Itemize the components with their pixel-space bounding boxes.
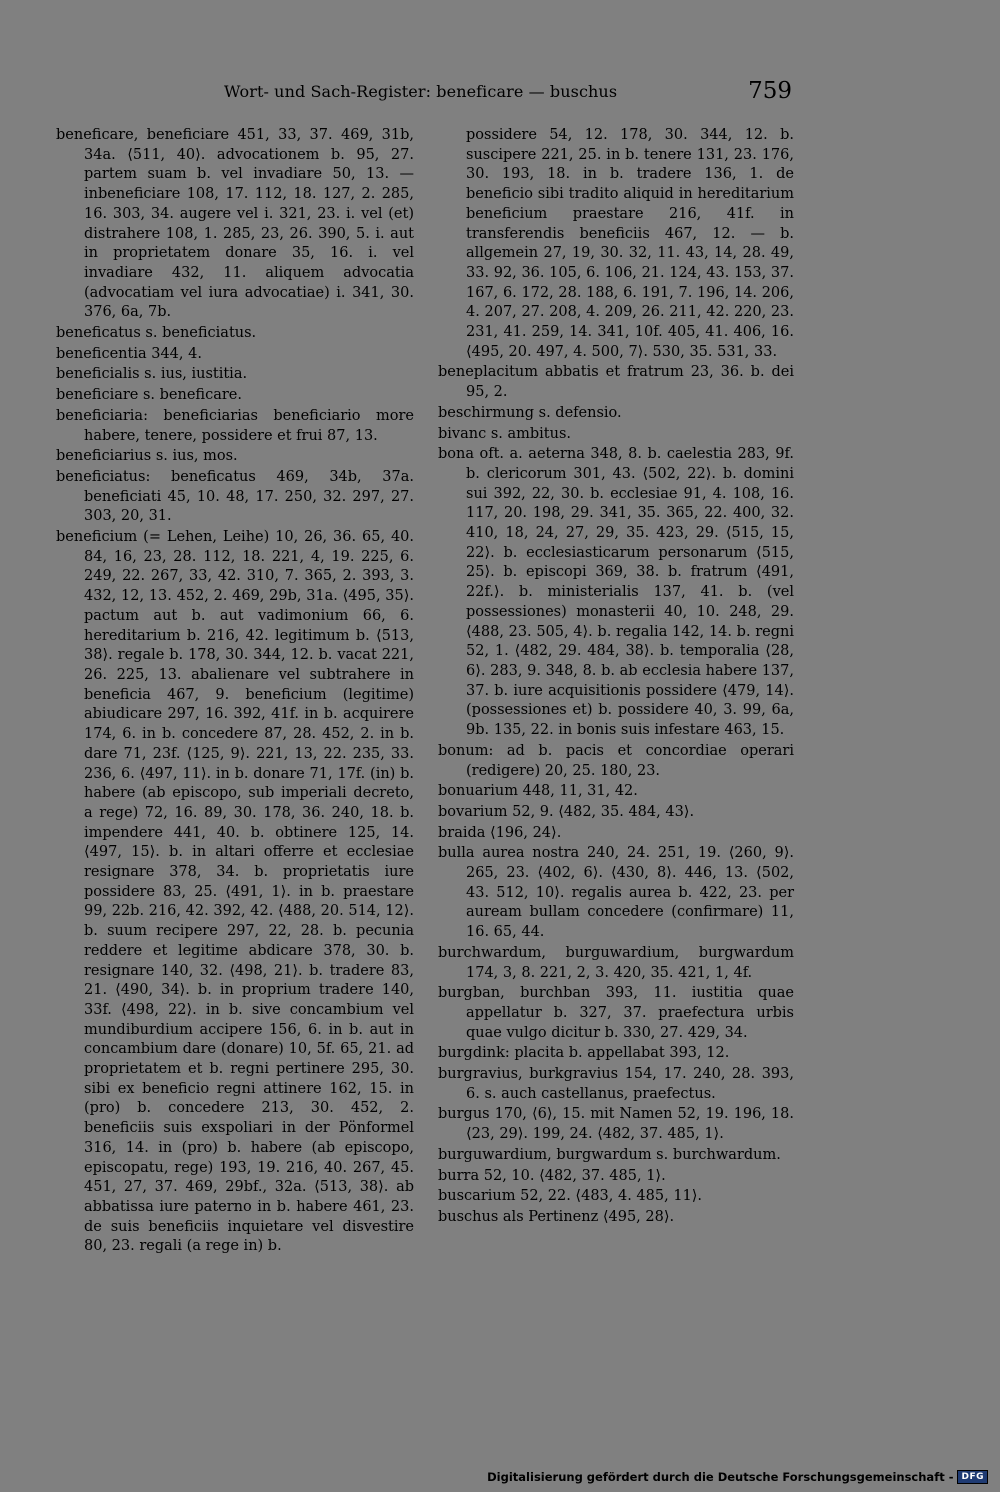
index-entry: buscarium 52, 22. ⟨483, 4. 485, 11⟩. xyxy=(438,1188,703,1205)
index-entry: buschus als Pertinenz ⟨495, 28⟩. xyxy=(438,1208,675,1225)
index-entry: burchwardum, burguwardium, burgwardum 174, 3, 8. 221, 2, 3. 420, 35. 421, 1, 4f. xyxy=(438,944,794,981)
index-entry: burgdink: placita b. appellabat 393, 12. xyxy=(438,1045,730,1062)
index-entry: burra 52, 10. ⟨482, 37. 485, 1⟩. xyxy=(438,1167,666,1184)
index-entry: beschirmung s. defensio. xyxy=(438,404,622,421)
index-entry: burgravius, burkgravius 154, 17. 240, 28. 393, 6. s. auch castellanus, praefectus. xyxy=(438,1066,794,1102)
index-entry: beneficare, beneficiare 451, 33, 37. 469, 31b, 34a. ⟨511, 40⟩. advocationem b. 95, 27. partem suam b. vel invadiare 50, 13. — inbeneficiare 108, 17. 112, 18. 127, 2. 285, 16. 303, 34. augere vel i. 321, 23. i. vel (et) distrahere 108, 1. 285, 23, 26. 390, 5. i. aut in proprietatem donare 35, 16. i. vel invadiare 432, 11. aliquem advocatia (advocatiam vel iura advocatiae) i. 341, 30. 376, 6a, 7b. xyxy=(56,127,414,321)
index-entry: bonum: ad b. pacis et concordiae operari (redigere) 20, 25. 180, 23. xyxy=(438,742,794,779)
index-entry: bonuarium 448, 11, 31, 42. xyxy=(438,783,638,800)
index-entry: bulla aurea nostra 240, 24. 251, 19. ⟨260, 9⟩. 265, 23. ⟨402, 6⟩. ⟨430, 8⟩. 446, 13. ⟨502, 43. 512, 10⟩. regalis aurea b. 422, 23. per auream bullam concedere (confirmare) 11, 16. 65, 44. xyxy=(438,845,794,941)
index-entry: beneficatus s. beneficiatus. xyxy=(56,325,257,342)
index-entry: beneficialis s. ius, iustitia. xyxy=(56,366,248,383)
index-entry: beneficium (= Lehen, Leihe) 10, 26, 36. 65, 40. 84, 16, 23, 28. 112, 18. 221, 4, 19. 225, 6. 249, 22. 267, 33, 42. 310, 7. 365, 2. 393, 3. 432, 12, 13. 452, 2. 469, 29b, 31a. ⟨495, 35⟩. pactum aut b. aut vadimonium 66, 6. hereditarium b. 216, 42. legitimum b. ⟨513, 38⟩. regale b. 178, 30. 344, 12. b. vacat 221, 26. 225, 13. abalienare vel subtrahere in beneficia 467, 9. beneficium (legitime) abiudicare 297, 16. 392, 41f. in b. acquirere 174, 6. in b. concedere 87, 28. 452, 2. in b. dare 71, 23f. ⟨125, 9⟩. 221, 13, 22. 235, 33. 236, 6. ⟨497, 11⟩. in b. donare 71, 17f. (in) b. habere (ab episcopo, sub imperiali decreto, a rege) 72, 16. 89, 30. 178, 36. 240, 18. b. impendere 441, 40. b. obtinere 125, 14. ⟨497, 15⟩. b. in altari offerre et ecclesiae resignare 378, 34. b. proprietatis iure possidere 83, 25. ⟨491, 1⟩. in b. praestare 99, 22b. 216, 42. 392, 42. ⟨488, 20. 514, 12⟩. b. suum recipere 297, 22, 28. b. pecunia reddere et legitime abdicare 378, 30. b. resignare 140, 32. ⟨498, 21⟩. b. tradere 83, 21. ⟨490, 34⟩. b. in proprium tradere 140, 33f. ⟨498, 22⟩. in b. sive concambium vel mundiburdium accipere 156, 6. in b. aut in concambium dare (donare) 10, 5f. 65, 21. ad proprietatem et b. regni pertinere 295, 30. sibi ex beneficio regni attinere 162, 15. in (pro) b. concedere 213, 30. 452, 2. beneficiis suis exspoliari in der Pönformel 316, 14. in (pro) b. habere (ab episcopo, episcopatu, rege) 193, 19. 216, 40. 267, 45. 451, 27, 37. 469, 29bf., 32a. ⟨513, 38⟩. ab abbatissa iure paterno in b. habere 461, 23. de suis beneficiis inquietare vel disvestire 80, 23. regali (a rege in) b. xyxy=(56,529,414,1255)
footer-text: Digitalisierung gefördert durch die Deutsche Forschungsgemeinschaft - xyxy=(487,1470,954,1484)
index-entry: beneficentia 344, 4. xyxy=(56,345,202,362)
index-entry: beneficiatus: beneficatus 469, 34b, 37a. beneficiati 45, 10. 48, 17. 250, 32. 297, 27. 303, 20, 31. xyxy=(56,468,414,525)
right-column xyxy=(438,126,794,1229)
header-title: Wort- und Sach-Register: beneficare — buschus xyxy=(224,82,618,101)
index-entry-continued: possidere 54, 12. 178, 30. 344, 12. b. suscipere 221, 25. in b. tenere 131, 23. 176, 30. 193, 18. in b. tradere 136, 1. de beneficio sibi tradito aliquid in hereditarium beneficium praestare 216, 41f. in transferendis beneficiis 467, 12. — b. allgemein 27, 19, 30. 32, 11. 43, 14, 28. 49, 33. 92, 36. 105, 6. 106, 21. 124, 43. 153, 37. 167, 6. 172, 28. 188, 6. 191, 7. 196, 14. 206, 4. 207, 27. 208, 4. 209, 26. 211, 42. 220, 23. 231, 41. 259, 14. 341, 10f. 405, 41. 406, 16. ⟨495, 20. 497, 4. 500, 7⟩. 530, 35. 531, 33. xyxy=(466,127,794,360)
page-number: 759 xyxy=(748,78,792,104)
index-entry: burgban, burchban 393, 11. iustitia quae appellatur b. 327, 37. praefectura urbis quae vulgo dicitur b. 330, 27. 429, 34. xyxy=(438,985,794,1041)
running-header xyxy=(56,78,792,108)
index-entry: beneficiarius s. ius, mos. xyxy=(56,448,238,465)
index-entry: braida ⟨196, 24⟩. xyxy=(438,824,562,841)
index-entry: beneplacitum abbatis et fratrum 23, 36. b. dei 95, 2. xyxy=(438,364,794,401)
left-column xyxy=(56,126,414,1258)
index-entry: beneficiaria: beneficiarias beneficiario more habere, tenere, possidere et frui 87, 13. xyxy=(56,407,414,444)
index-entry: bivanc s. ambitus. xyxy=(438,425,572,442)
index-entry: burguwardium, burgwardum s. burchwardum. xyxy=(438,1146,781,1163)
dfg-logo: DFG xyxy=(957,1470,988,1484)
index-entry: burgus 170, ⟨6⟩, 15. mit Namen 52, 19. 196, 18. ⟨23, 29⟩. 199, 24. ⟨482, 37. 485, 1⟩. xyxy=(438,1106,794,1143)
index-entry: bovarium 52, 9. ⟨482, 35. 484, 43⟩. xyxy=(438,803,695,820)
digitization-credit xyxy=(487,1470,988,1484)
index-entry: beneficiare s. beneficare. xyxy=(56,387,242,404)
index-entry: bona oft. a. aeterna 348, 8. b. caelestia 283, 9f. b. clericorum 301, 43. ⟨502, 22⟩. b. domini sui 392, 22, 30. b. ecclesiae 91, 4. 108, 16. 117, 20. 198, 29. 341, 35. 365, 22. 400, 32. 410, 18, 24, 27, 29, 35. 423, 29. ⟨515, 15, 22⟩. b. ecclesiasticarum personarum ⟨515, 25⟩. b. episcopi 369, 38. b. fratrum ⟨491, 22f.⟩. b. ministerialis 137, 41. b. (vel possessiones) monasterii 40, 10. 248, 29. ⟨488, 23. 505, 4⟩. b. regalia 142, 14. b. regni 52, 1. ⟨482, 29. 484, 38⟩. b. temporalia ⟨28, 6⟩. 283, 9. 348, 8. b. ab ecclesia habere 137, 37. b. iure acquisitionis possidere ⟨479, 14⟩. (possessiones et) b. possidere 40, 3. 99, 6a, 9b. 135, 22. in bonis suis infestare 463, 15. xyxy=(438,446,794,739)
